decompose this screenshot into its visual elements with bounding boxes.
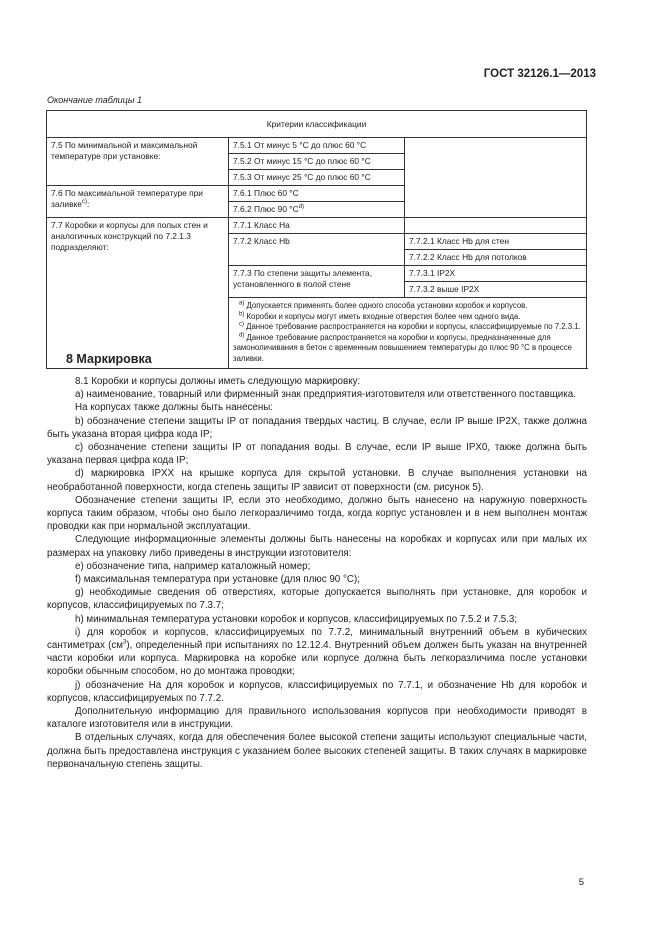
paragraph: b) обозначение степени защиты IP от попадания твердых частиц. В случае, если IP выше IP2X, также должна быть указана вторая цифра кода IP;: [47, 415, 587, 440]
empty-cell: [405, 138, 587, 218]
cell-7-7-3-1: 7.7.3.1 IP2X: [405, 266, 587, 282]
table-footnotes: [229, 298, 587, 369]
paragraph: 8.1 Коробки и корпусы должны иметь следующую маркировку:: [75, 376, 361, 387]
page-number: 5: [578, 877, 584, 888]
cell-7-7-2-1: 7.7.2.1 Класс Hb для стен: [405, 234, 587, 250]
cell-7-5-2: 7.5.2 От минус 15 °С до плюс 60 °С: [229, 154, 405, 170]
cell-7-7-3: 7.7.3 По степени защиты элемента, установленного в полой стене: [229, 266, 405, 298]
cell-7-6-1: 7.6.1 Плюс 60 °С: [229, 186, 405, 202]
cell-7-5-1: 7.5.1 От минус 5 °С до плюс 60 °С: [229, 138, 405, 154]
cell-7-5-3: 7.5.3 От минус 25 °С до плюс 60 °С: [229, 170, 405, 186]
paragraph: Дополнительную информацию для правильного использования корпусов при необходимости приводят в каталоге изготовителя или в инструкции.: [47, 706, 587, 731]
row-7-7-label: 7.7 Коробки и корпусы для полых стен и аналогичных конструкций по 7.2.1.3 подразделяют:: [47, 218, 229, 369]
paragraph: e) обозначение типа, например каталожный номер;: [75, 560, 311, 572]
table-caption: Окончание таблицы 1: [47, 95, 142, 105]
paragraph: Следующие информационные элементы должны быть нанесены на коробках и корпусах или при малых их размерах на упаковку либо приведены в инструкции изготовителя:: [47, 534, 587, 559]
paragraph: f) максимальная температура при установке (для плюс 90 °С);: [75, 574, 360, 586]
row-7-6-label: 7.6 По максимальной температуре при заливке$^{с)}$:: [47, 186, 229, 218]
row-7-5-label: 7.5 По минимальной и максимальной температуре при установке:: [47, 138, 229, 186]
cell-7-7-3-2: 7.7.3.2 выше IP2X: [405, 282, 587, 298]
paragraph: c) обозначение степени защиты IP от попадания воды. В случае, если IP выше IPX0, также должна быть указана первая цифра кода IP;: [47, 442, 587, 467]
paragraph: На корпусах также должны быть нанесены:: [75, 402, 274, 414]
section-title: 8 Маркировка: [66, 352, 152, 366]
paragraph: Обозначение степени защиты IP, если это необходимо, должно быть нанесено на наружную поверхность корпуса таким образом, чтобы оно было легкоразличимо тогда, когда корпус установлен и в нем выполнен монтаж проводки как при нормальной эксплуатации.: [47, 494, 587, 533]
footnote-a: $^{а)}$ Допускается применять более одного способа установки коробок и корпусов.: [239, 300, 528, 310]
paragraph: d) маркировка IPXX на крышке корпуса для скрытой установки. В случае выполнения установки на необработанной поверхности, когда степень защиты IP зависит от поверхности (см. рисунок 5).: [47, 468, 587, 493]
paragraph: В отдельных случаях, когда для обеспечения более высокой степени защиты используют специальные части, должна быть предоставлена инструкция с указанием более высоких степеней защиты. В таких случаях в маркировке первоначальную степень защиты.: [47, 732, 587, 770]
table-header: Критерии классификации: [47, 111, 587, 138]
footnote-c: $^{с)}$ Данное требование распространяется на коробки и корпусы, классифицируемые по 7.2.3.1.: [239, 321, 581, 331]
paragraph: h) минимальная температура установки коробок и корпусов, классифицируемых по 7.5.2 и 7.5.3;: [75, 613, 518, 625]
paragraph: j) обозначение На для коробок и корпусов, классифицируемых по 7.7.1, и обозначение Hb для коробок и корпусов, классифицируемых по 7.7.2.: [47, 679, 587, 704]
paragraph: i) для коробок и корпусов, классифицируемых по 7.7.2, минимальный внутренний объем в кубических сантиметрах $(см^3)$, определенный при испытаниях по 12.12.4. Внутренний объем должен быть указан на внутренней части коробки или корпуса. Маркировка на коробке или корпусе должна быть легкоразличима после установки коробки обычным способом, но до монтажа проводки;: [47, 626, 587, 678]
footnote-b: $^{b)}$ Коробки и корпусы могут иметь входные отверстия более чем одного вида.: [239, 310, 521, 321]
cell-7-7-2-2: 7.7.2.2 Класс Hb для потолков: [405, 250, 587, 266]
classification-table: [46, 110, 587, 369]
empty-cell: [405, 218, 587, 234]
cell-7-7-1: 7.7.1 Класс На: [229, 218, 405, 234]
footnote-d: $^{d)}$ Данное требование распространяется на коробки и корпусы, предназначенные для замоноличивания в бетон с временным повышением температуры до плюс 90 °С в процессе заливки.: [233, 331, 572, 363]
cell-7-6-2: 7.6.2 Плюс 90 $^\circ С^{d)}$: [229, 202, 405, 218]
section-body: [47, 375, 587, 771]
cell-7-7-2: 7.7.2 Класс Hb: [229, 234, 405, 266]
paragraph: g) необходимые сведения об отверстиях, которые допускается выполнять при установке, для коробок и корпусов, классифицируемых по 7.3.7;: [47, 587, 587, 612]
paragraph: a) наименование, товарный или фирменный знак предприятия-изготовителя или ответственного поставщика.: [75, 389, 576, 401]
document-id: ГОСТ 32126.1—2013: [483, 68, 596, 80]
